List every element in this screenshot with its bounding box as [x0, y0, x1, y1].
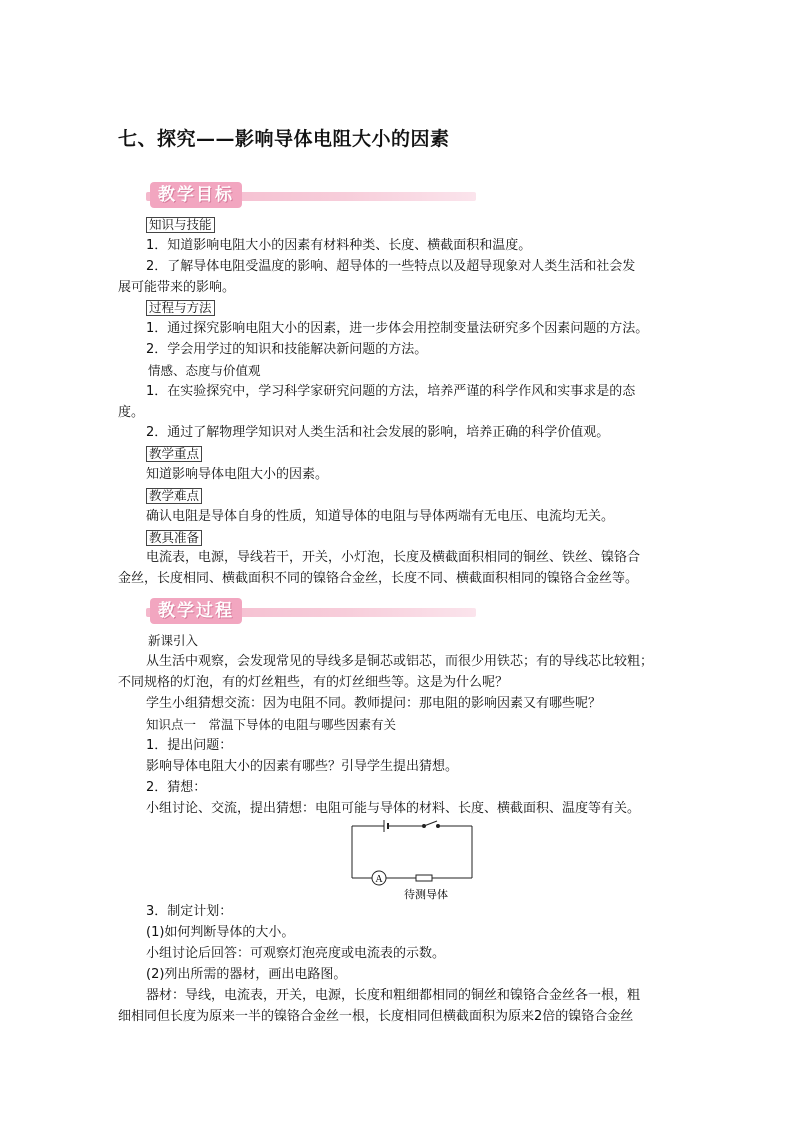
text-line: 细相同但长度为原来一半的镍铬合金丝一根，长度相同但横截面积为原来2倍的镍铬合金丝: [118, 1009, 634, 1024]
text-line: 2．学会用学过的知识和技能解决新问题的方法。: [146, 342, 428, 357]
knowledge-point-heading: 知识点一 常温下导体的电阻与哪些因素有关: [146, 717, 397, 732]
text-line: 金丝，长度相同、横截面积不同的镍铬合金丝，长度不同、横截面积相同的镍铬合金丝等。: [118, 571, 639, 586]
subheading-knowledge: 知识与技能: [146, 217, 215, 233]
text-line: 器材：导线，电流表，开关，电源，长度和粗细都相同的铜丝和镍铬合金丝各一根，粗: [146, 988, 641, 1003]
ammeter-label: A: [375, 874, 383, 885]
text-line: 不同规格的灯泡，有的灯丝粗些，有的灯丝细些等。这是为什么呢？: [118, 675, 509, 690]
text-line: 从生活中观察，会发现常见的导线多是铜芯或铝芯，而很少用铁芯；有的导线芯比较粗；: [146, 654, 654, 669]
subheading-tools: 教具准备: [146, 530, 202, 546]
text-line: 展可能带来的影响。: [118, 280, 236, 295]
subheading-process: 过程与方法: [146, 300, 215, 316]
subheading-difficulty: 教学难点: [146, 488, 202, 504]
banner-label: 教学目标: [150, 182, 242, 208]
circuit-diagram: [350, 820, 475, 905]
text-line: 1．在实验探究中，学习科学家研究问题的方法，培养严谨的科学作风和实事求是的态: [146, 384, 636, 399]
text-line: 小组讨论、交流，提出猜想：电阻可能与导体的材料、长度、横截面积、温度等有关。: [146, 801, 641, 816]
text-line: 2．通过了解物理学知识对人类生活和社会发展的影响，培养正确的科学价值观。: [146, 425, 610, 440]
conductor-label: 待测导体: [404, 889, 448, 901]
text-line: 知道影响导体电阻大小的因素。: [146, 467, 329, 482]
text-line: 电流表，电源，导线若干，开关，小灯泡，长度及横截面积相同的铜丝、铁丝、镍铬合: [146, 550, 641, 565]
subheading-key: 教学重点: [146, 446, 202, 462]
text-line: 小组讨论后回答：可观察灯泡亮度或电流表的示数。: [146, 946, 446, 961]
switch-blade: [424, 821, 437, 826]
text-line: 影响导体电阻大小的因素有哪些？引导学生提出猜想。: [146, 759, 459, 774]
text-line: 度。: [118, 405, 145, 420]
subheading-intro: 新课引入: [148, 633, 199, 648]
text-line: 2．了解导体电阻受温度的影响、超导体的一些特点以及超导现象对人类生活和社会发: [146, 259, 636, 274]
text-line: (1)如何判断导体的大小。: [146, 925, 295, 940]
banner-label: 教学过程: [150, 598, 242, 624]
text-line: (2)列出所需的器材，画出电路图。: [146, 967, 347, 982]
subheading-emotion: 情感、态度与价值观: [148, 363, 261, 378]
text-line: 2．猜想：: [146, 780, 207, 795]
text-line: 1．知道影响电阻大小的因素有材料种类、长度、横截面积和温度。: [146, 238, 532, 253]
text-line: 确认电阻是导体自身的性质，知道导体的电阻与导体两端有无电压、电流均无关。: [146, 509, 615, 524]
text-line: 学生小组猜想交流：因为电阻不同。教师提问：那电阻的影响因素又有哪些呢？: [146, 696, 602, 711]
resistor-icon: [416, 875, 432, 881]
text-line: 3．制定计划：: [146, 904, 233, 919]
text-line: 1．提出问题：: [146, 738, 233, 753]
page-title: 七、探究——影响导体电阻大小的因素: [118, 128, 450, 150]
section-banner-objectives: [146, 182, 476, 210]
text-line: 1．通过探究影响电阻大小的因素，进一步体会用控制变量法研究多个因素问题的方法。: [146, 321, 649, 336]
section-banner-process: [146, 598, 476, 626]
